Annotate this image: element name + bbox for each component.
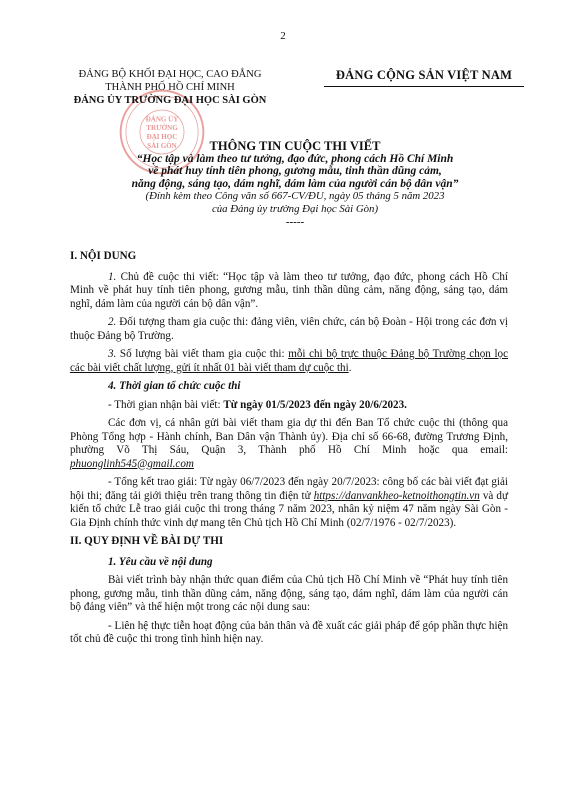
content-requirements-heading: 1. Yêu cầu về nội dung (108, 555, 213, 568)
issuer-line2: THÀNH PHỐ HỒ CHÍ MINH (105, 82, 235, 93)
p3-number: 3. (108, 348, 117, 360)
p1-text: Chủ đề cuộc thi viết: “Học tập và làm theo tư tưởng, đạo đức, phong cách Hồ Chí Minh về phát huy tính tiên phong, gương mẫu, tinh thần dũng cảm, năng động, sáng tạo, dám nghĩ, dám làm của người cán bộ dân vận”. (70, 270, 508, 310)
website-link[interactable]: https://danvankheo-ketnoithongtin.vn (313, 489, 480, 502)
p1-number: 1. (108, 270, 117, 283)
p2-text: Đối tượng tham gia cuộc thi: đảng viên, viên chức, cán bộ Đoàn - Hội trong các đơn vị thuộc Đảng bộ Trường. (70, 316, 508, 342)
award-end: và dự kiến tổ chức Lễ trao giải cuộc thi trong tháng 7 năm 2023, nhân kỷ niệm 47 năm ngày Sài Gòn - Gia Định chính thức vinh dự mang tên Chủ tịch Hồ Chí Minh (02/7/1976 - 02/7/2023). (70, 489, 508, 529)
seal-line1: ĐẢNG ỦY (145, 115, 179, 124)
section2-paragraph1: Bài viết trình bày nhận thức quan điểm của Chủ tịch Hồ Chí Minh về “Phát huy tính tiên phong, gương mẫu, tinh thần dũng cảm, năng động, sáng tạo, dám nghĩ, dám làm của người cán bộ đảng viên” và thể hiện một trong các nội dung sau: (70, 574, 508, 613)
doc-subtitle-1: “Học tập và làm theo tư tưởng, đạo đức, phong cách Hồ Chí Minh (136, 152, 454, 165)
receive-lead: - Thời gian nhận bài viết: (108, 398, 224, 411)
p3-lead: Số lượng bài viết tham gia cuộc thi: (116, 348, 289, 360)
submission-info (70, 417, 508, 471)
doc-note-2: của Đảng ủy trường Đại học Sài Gòn) (211, 202, 379, 215)
page-number: 2 (280, 30, 286, 42)
p2-number: 2. (108, 316, 117, 328)
p3-end: . (348, 361, 352, 374)
doc-subtitle-3: năng động, sáng tạo, dám nghĩ, dám làm của người cán bộ dân vận” (131, 177, 459, 190)
p3-underlined: mỗi chi bộ trực thuộc Đảng bộ Trường chọn lọc các bài viết chất lượng, gửi ít nhất 01 bài viết tham dự cuộc thi (70, 348, 508, 374)
seal-line4: SÀI GÒN (147, 141, 177, 150)
section1-paragraph3 (70, 348, 508, 375)
section1-paragraph2 (70, 316, 508, 343)
issuer-header (70, 68, 270, 107)
section2-paragraph2: - Liên hệ thực tiễn hoạt động của bản thân và đề xuất các giải pháp để góp phần thực hiện tốt chủ đề cuộc thi trong tình hình hiện nay. (70, 619, 508, 645)
section1-paragraph1 (70, 271, 508, 312)
doc-note-1: (Đính kèm theo Công văn số 667-CV/ĐU, ngày 05 tháng 5 năm 2023 (145, 190, 445, 203)
timeline-heading: 4. Thời gian tổ chức cuộc thi (108, 380, 241, 392)
doc-subtitle-2: về phát huy tính tiên phong, gương mẫu, tinh thần dũng cảm, (148, 165, 442, 178)
receive-dates: Từ ngày 01/5/2023 đến ngày 20/6/2023. (223, 398, 407, 411)
issuer-line1: ĐẢNG BỘ KHỐI ĐẠI HỌC, CAO ĐẲNG (78, 69, 262, 80)
document-body (70, 248, 508, 647)
seal-line3: ĐẠI HỌC (146, 133, 178, 142)
seal-line2: TRƯỜNG (146, 124, 178, 133)
issuer-line3: ĐẢNG ỦY TRƯỜNG ĐẠI HỌC SÀI GÒN (73, 95, 267, 106)
award-summary (70, 476, 508, 530)
doc-title: THÔNG TIN CUỘC THI VIẾT (209, 139, 381, 153)
party-header (312, 68, 536, 87)
title-block (95, 140, 495, 228)
award-lead: - Tổng kết trao giải: Từ ngày 06/7/2023 đến ngày 20/7/2023: công bố các bài viết đạt giải hội thi; đăng tải giới thiệu trên trang thông tin điện tử (70, 476, 508, 502)
party-name: ĐẢNG CỘNG SẢN VIỆT NAM (335, 68, 513, 82)
title-separator: ----- (285, 215, 305, 228)
receive-period (70, 399, 508, 413)
submission-text: Các đơn vị, cá nhân gửi bài viết tham gia dự thi đến Ban Tổ chức cuộc thi (thông qua Phòng Tổng hợp - Hành chính, Ban Dân vận Thành ủy). Địa chỉ số 66-68, đường Trương Định, phường Võ Thị Sáu, Quận 3, Thành phố Hồ Chí Minh hoặc qua email: (70, 417, 508, 456)
email-link[interactable]: phuonglinh545@gmail.com (70, 457, 194, 470)
section2-heading: II. QUY ĐỊNH VỀ BÀI DỰ THI (70, 535, 224, 547)
party-underline (324, 86, 524, 87)
section1-heading: I. NỘI DUNG (70, 250, 137, 262)
